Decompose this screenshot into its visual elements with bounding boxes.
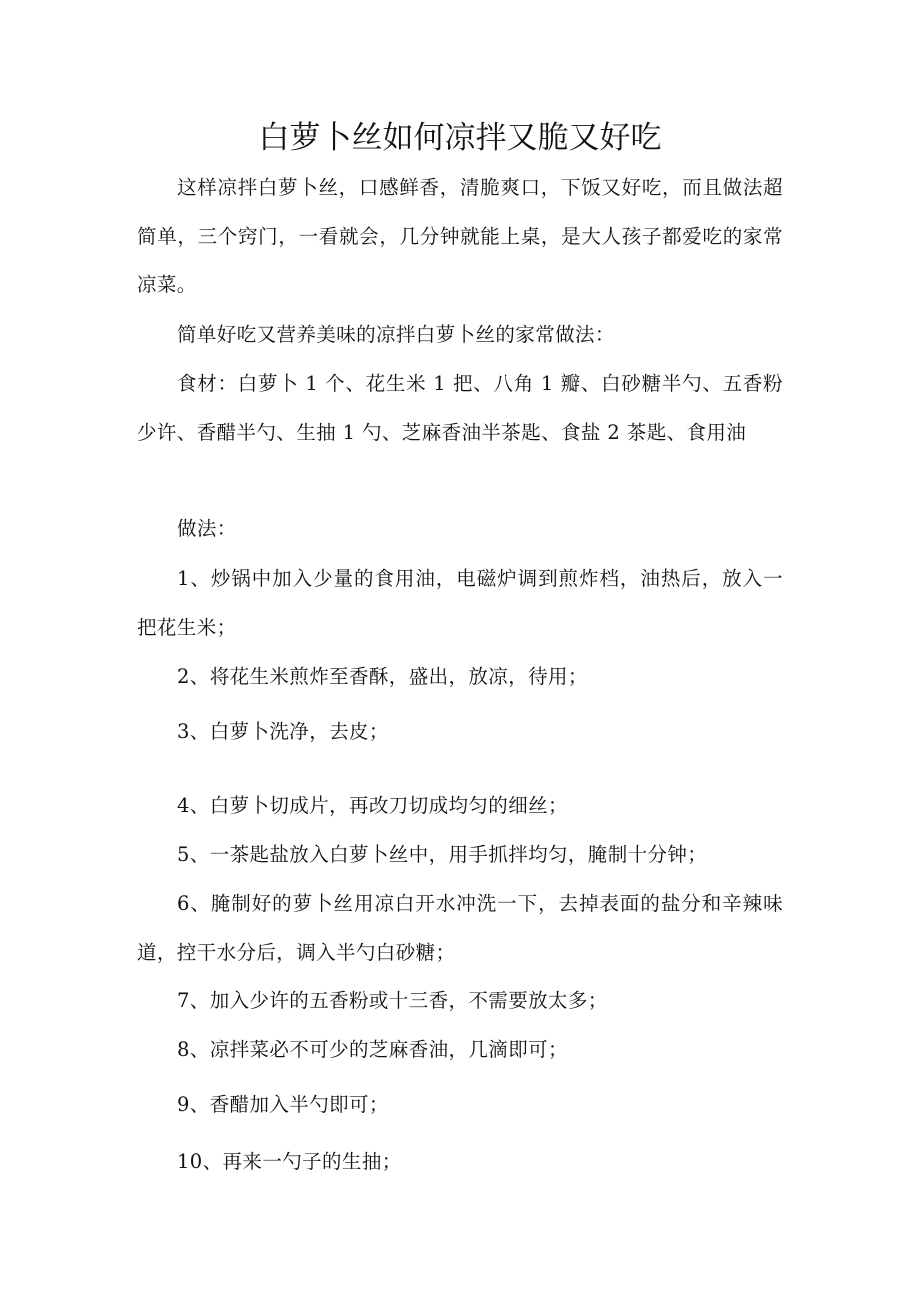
step-8: 8、凉拌菜必不可少的芝麻香油，几滴即可； xyxy=(177,1038,568,1061)
step-6: 6、腌制好的萝卜丝用凉白开水冲洗一下，去掉表面的盐分和辛辣味道，控干水分后，调入半勺白砂糖； xyxy=(137,892,783,964)
document-title: 白萝卜丝如何凉拌又脆又好吃 xyxy=(258,120,662,156)
step-7: 7、加入少许的五香粉或十三香，不需要放太多； xyxy=(177,989,608,1012)
intro-paragraph: 这样凉拌白萝卜丝，口感鲜香，清脆爽口，下饭又好吃，而且做法超简单，三个窍门，一看就会，几分钟就能上桌，是大人孩子都爱吃的家常凉菜。 xyxy=(137,176,783,296)
step-4: 4、白萝卜切成片，再改刀切成均匀的细丝； xyxy=(177,794,568,817)
step-5: 5、一茶匙盐放入白萝卜丝中，用手抓拌均匀，腌制十分钟； xyxy=(177,843,708,866)
step-2: 2、将花生米煎炸至香酥，盛出，放凉，待用； xyxy=(177,665,588,688)
step-10: 10、再来一勺子的生抽； xyxy=(177,1150,402,1173)
method-label: 做法： xyxy=(177,517,237,540)
step-9: 9、香醋加入半勺即可； xyxy=(177,1093,389,1116)
subtitle-paragraph: 简单好吃又营养美味的凉拌白萝卜丝的家常做法： xyxy=(177,323,615,346)
ingredients-paragraph: 食材：白萝卜 1 个、花生米 1 把、八角 1 瓣、白砂糖半勺、五香粉少许、香醋半勺、生抽 1 勺、芝麻香油半茶匙、食盐 2 茶匙、食用油 xyxy=(137,372,783,444)
step-3: 3、白萝卜洗净，去皮； xyxy=(177,720,389,743)
step-1: 1、炒锅中加入少量的食用油，电磁炉调到煎炸档，油热后，放入一把花生米； xyxy=(137,567,783,639)
